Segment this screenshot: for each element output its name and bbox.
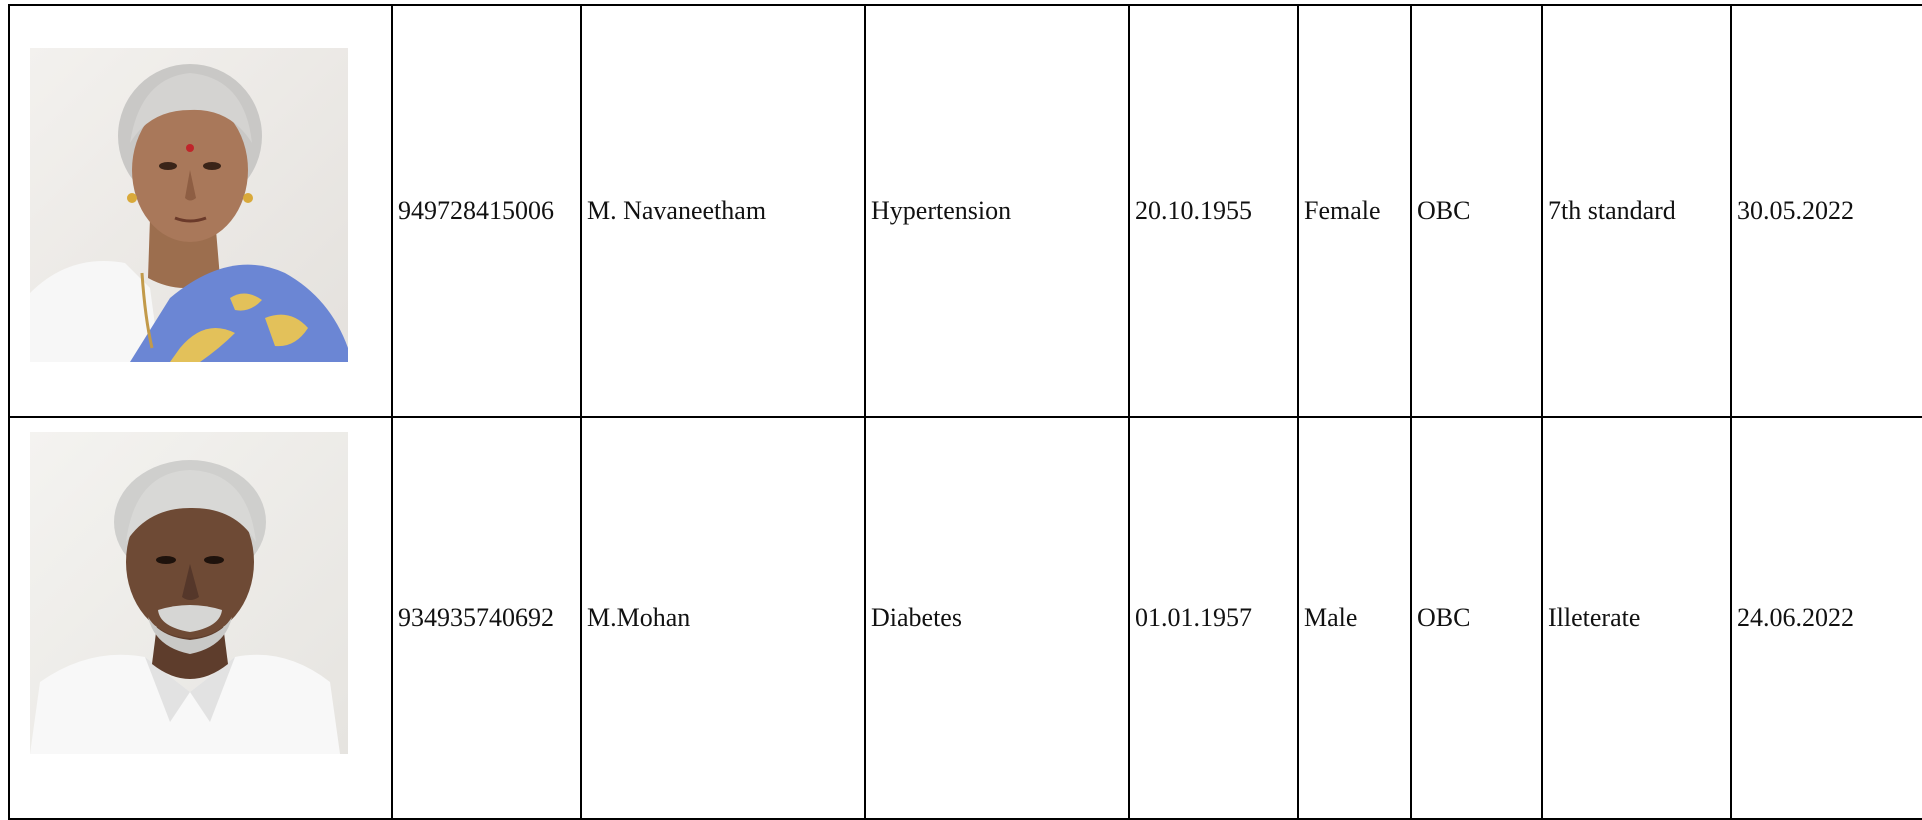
gender-cell: Female <box>1298 5 1411 417</box>
photo-cell <box>9 5 392 417</box>
gender-cell: Male <box>1298 417 1411 819</box>
photo-elderly-man <box>30 432 348 754</box>
photo-cell <box>9 417 392 819</box>
date-cell: 30.05.2022 <box>1731 5 1922 417</box>
dob-cell: 20.10.1955 <box>1129 5 1298 417</box>
photo-elderly-woman <box>30 48 348 362</box>
table-row <box>9 5 1922 417</box>
id-cell: 949728415006 <box>392 5 581 417</box>
condition-cell: Diabetes <box>865 417 1129 819</box>
dob-cell: 01.01.1957 <box>1129 417 1298 819</box>
id-cell: 934935740692 <box>392 417 581 819</box>
records-sheet <box>8 4 1922 815</box>
education-cell: Illeterate <box>1542 417 1731 819</box>
education-cell: 7th standard <box>1542 5 1731 417</box>
table-row <box>9 417 1922 819</box>
name-cell: M.Mohan <box>581 417 865 819</box>
category-cell: OBC <box>1411 5 1542 417</box>
name-cell: M. Navaneetham <box>581 5 865 417</box>
category-cell: OBC <box>1411 417 1542 819</box>
condition-cell: Hypertension <box>865 5 1129 417</box>
date-cell: 24.06.2022 <box>1731 417 1922 819</box>
beneficiary-table <box>8 4 1922 820</box>
